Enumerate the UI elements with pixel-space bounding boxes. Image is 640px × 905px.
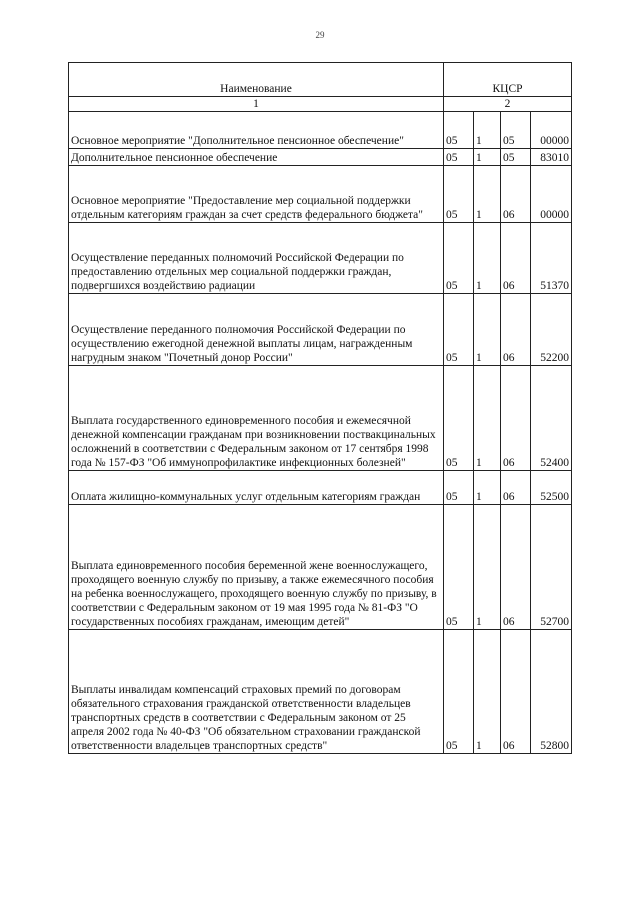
- code-activity: 06: [501, 366, 531, 471]
- page-number: 29: [315, 30, 325, 40]
- code-program: 05: [444, 166, 474, 223]
- code-subprogram: 1: [474, 223, 501, 294]
- code-activity: 06: [501, 223, 531, 294]
- code-subprogram: 1: [474, 471, 501, 505]
- code-activity: 06: [501, 505, 531, 630]
- row-name: Выплаты инвалидам компенсаций страховых премий по договорам обязательного страхования гражданской ответственности владельцев транспортных средств в соответствии с Федеральным законом от 25 апреля 2002 года № 40-ФЗ "Об обязательном страховании гражданской ответственности владельцев транспортных средств": [69, 630, 444, 754]
- table-row: [69, 294, 572, 366]
- table-row: [69, 149, 572, 166]
- code-activity: 06: [501, 166, 531, 223]
- row-name: Основное мероприятие "Дополнительное пенсионное обеспечение": [69, 112, 444, 149]
- code-direction: 52200: [531, 294, 572, 366]
- table-header-row: [69, 63, 572, 97]
- code-subprogram: 1: [474, 112, 501, 149]
- code-program: 05: [444, 505, 474, 630]
- code-direction: 52700: [531, 505, 572, 630]
- code-subprogram: 1: [474, 366, 501, 471]
- code-direction: 00000: [531, 166, 572, 223]
- table-row: [69, 166, 572, 223]
- code-program: 05: [444, 294, 474, 366]
- table-row: [69, 112, 572, 149]
- row-name: Оплата жилищно-коммунальных услуг отдельным категориям граждан: [69, 471, 444, 505]
- code-program: 05: [444, 471, 474, 505]
- table-row: [69, 505, 572, 630]
- code-subprogram: 1: [474, 630, 501, 754]
- code-direction: 51370: [531, 223, 572, 294]
- row-name: Осуществление переданного полномочия Российской Федерации по осуществлению ежегодной денежной выплаты лицам, награжденным нагрудным знаком "Почетный донор России": [69, 294, 444, 366]
- table-row: [69, 471, 572, 505]
- table-index-row: [69, 97, 572, 112]
- row-name: Дополнительное пенсионное обеспечение: [69, 149, 444, 166]
- code-program: 05: [444, 366, 474, 471]
- row-name: Осуществление переданных полномочий Российской Федерации по предоставлению отдельных мер социальной поддержки граждан, подвергшихся воздействию радиации: [69, 223, 444, 294]
- table-row: [69, 223, 572, 294]
- row-name: Выплата государственного единовременного пособия и ежемесячной денежной компенсации гражданам при возникновении поствакцинальных осложнений в соответствии с Федеральным законом от 17 сентября 1998 года № 157-ФЗ "Об иммунопрофилактике инфекционных болезней": [69, 366, 444, 471]
- code-subprogram: 1: [474, 294, 501, 366]
- code-program: 05: [444, 223, 474, 294]
- code-direction: 83010: [531, 149, 572, 166]
- code-activity: 05: [501, 112, 531, 149]
- table-row: [69, 630, 572, 754]
- index-code: 2: [444, 97, 572, 112]
- code-program: 05: [444, 630, 474, 754]
- code-direction: 00000: [531, 112, 572, 149]
- index-name: 1: [69, 97, 444, 112]
- header-name: Наименование: [69, 63, 444, 97]
- header-code: КЦСР: [444, 63, 572, 97]
- code-activity: 06: [501, 294, 531, 366]
- code-activity: 06: [501, 630, 531, 754]
- code-activity: 06: [501, 471, 531, 505]
- code-subprogram: 1: [474, 149, 501, 166]
- table-row: [69, 366, 572, 471]
- budget-classification-table: [68, 62, 572, 754]
- code-direction: 52800: [531, 630, 572, 754]
- code-program: 05: [444, 112, 474, 149]
- code-activity: 05: [501, 149, 531, 166]
- code-direction: 52400: [531, 366, 572, 471]
- code-direction: 52500: [531, 471, 572, 505]
- code-program: 05: [444, 149, 474, 166]
- code-subprogram: 1: [474, 505, 501, 630]
- row-name: Выплата единовременного пособия беременной жене военнослужащего, проходящего военную службу по призыву, а также ежемесячного пособия на ребенка военнослужащего, проходящего военную службу по призыву, в соответствии с Федеральным законом от 19 мая 1995 года № 81-ФЗ "О государственных пособиях гражданам, имеющим детей": [69, 505, 444, 630]
- code-subprogram: 1: [474, 166, 501, 223]
- row-name: Основное мероприятие "Предоставление мер социальной поддержки отдельным категориям граждан за счет средств федерального бюджета": [69, 166, 444, 223]
